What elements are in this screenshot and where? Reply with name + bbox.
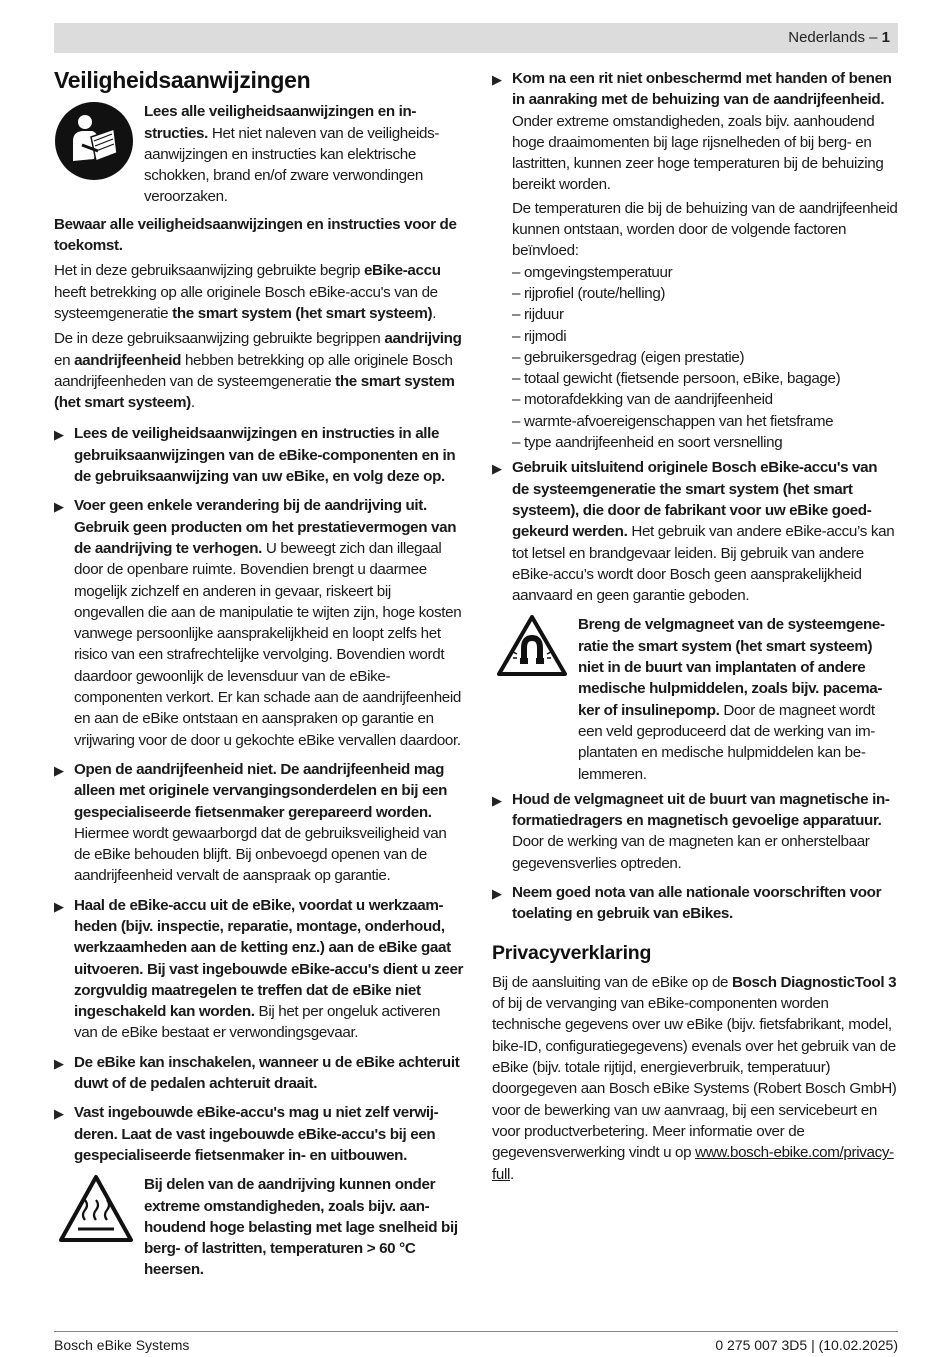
- paragraph-ebike-accu: [54, 260, 464, 324]
- bullet-do-not-open: [54, 759, 464, 887]
- factors-list: [512, 262, 898, 454]
- page-header: [54, 23, 898, 53]
- page-number: 1: [881, 29, 890, 46]
- bullet-push-backwards: [54, 1052, 464, 1095]
- magnet-text: [578, 614, 898, 784]
- bullet-national-regulations: [492, 882, 898, 925]
- factor-item: – rijprofiel (route/helling): [512, 283, 898, 304]
- bullet-do-not-open-bold: Open de aandrijfeenheid niet. De aandrijfeenheid mag alleen met originele vervangingsonderdelen en bij een gespecialiseerde fietsenmaker gerepareerd worden.: [74, 760, 448, 821]
- privacy-title: Privacyverklaring: [492, 941, 652, 964]
- paragraph-aandrijving: [54, 328, 464, 413]
- read-manual-block: [54, 101, 464, 207]
- bullet-original-battery-rest: Het gebruik van andere eBike-accu’s kan tot letsel en brandgevaar leiden. Bij gebruik van andere eBike-accu’s wordt door Bosch geen aansprakelijkheid aanvaard en geen garantie geboden.: [512, 523, 895, 605]
- factor-item: – type aandrijfeenheid en soort versnelling: [512, 432, 898, 453]
- safety-title: Veiligheidsaanwijzingen: [54, 67, 311, 93]
- read-manual-icon: [54, 101, 134, 187]
- hot-surface-warning-text: Bij delen van de aandrijving kunnen onder extreme omstandigheden, zoals bijv. aanhoudend hoge belasting met lage snelheid bij berg- of lastritten, temperaturen > 60 °C heersen.: [144, 1176, 458, 1279]
- p2-g: .: [190, 394, 195, 412]
- footer-doc-id: 0 275 007 3D5 | (10.02.2025): [715, 1337, 898, 1353]
- p2-e: hebben betrekking op alle originele Bosch aandrijfeenheden van de systeemgeneratie: [54, 351, 453, 390]
- bullet-read-all: [54, 423, 464, 487]
- p1-a: Het in deze gebruiksaanwijzing gebruikte begrip: [54, 262, 364, 280]
- privacy-d: .: [510, 1165, 514, 1183]
- triangle-bullet-icon: ▶: [54, 499, 64, 515]
- triangle-bullet-icon: ▶: [54, 898, 64, 914]
- left-column: [54, 68, 464, 1287]
- factors-block: [512, 198, 898, 454]
- triangle-bullet-icon: ▶: [492, 885, 502, 901]
- bullet-hot-housing-bold: Kom na een rit niet onbeschermd met handen of benen in aanraking met de behuizing van de aandrijfeenheid.: [512, 70, 892, 109]
- bullet-remove-battery: [54, 895, 464, 1044]
- triangle-bullet-icon: ▶: [54, 762, 64, 778]
- p2-c: en: [54, 351, 75, 369]
- p1-e: .: [432, 304, 437, 322]
- p2-b: aandrijving: [384, 330, 462, 348]
- bullet-original-battery-bold: Gebruik uitsluitend originele Bosch eBike-accu's van de systeemgeneratie the smart system (het smart systeem), die door de fabrikant voor uw eBike goedgekeurd werden.: [512, 459, 878, 541]
- factor-item: – omgevingstemperatuur: [512, 262, 898, 283]
- privacy-b: Bosch DiagnosticTool 3: [732, 973, 897, 991]
- factor-item: – rijduur: [512, 304, 898, 325]
- magnet-bold: Breng de velgmagneet van de systeemgeneratie the smart system (het smart systeem) niet in de buurt van implantaten of andere medische hulpmiddelen, zoals bijv. pacemaker of insulinepomp.: [578, 616, 886, 719]
- bullet-no-modification-rest: U beweegt zich dan illegaal door de openbare ruimte. Bovendien brengt u daarmee mogelijk zichzelf en anderen in gevaar, riskeert bij ongevallen die aan de manipulatie te wijten zijn, hoge kosten vanwege persoonlijke aansprakelijkheid en loopt zelfs het risico van een strafrechtelijke vervolging. Bovendien wordt daardoor gewoonlijk de levensduur van de eBike-componenten verkort. Er kan schade aan de aandrijfeenheid en aan de eBike ontstaan en aanspraken op garantie en vrijwaring voor de door u gekochte eBike vervallen daardoor.: [74, 539, 462, 749]
- hot-surface-warning-icon: [58, 1174, 134, 1250]
- bullet-original-battery: [492, 457, 898, 606]
- magnet-block: [496, 614, 898, 784]
- bullet-read-all-text: Lees de veiligheidsaanwijzingen en instructies in alle gebruiksaanwijzingen van de eBike-componenten en in de gebruiksaanwijzing van uw eBike, en volg deze op.: [74, 425, 456, 486]
- p1-c: heeft betrekking op alle originele Bosch eBike-accu's van de systeemgeneratie: [54, 283, 438, 322]
- p2-d: aandrijfeenheid: [74, 351, 182, 369]
- header-language: Nederlands –: [788, 29, 878, 46]
- footer-company: Bosch eBike Systems: [54, 1337, 190, 1353]
- keep-instructions: [54, 214, 464, 257]
- factor-item: – motorafdekking van de aandrijfeenheid: [512, 389, 898, 410]
- bullet-no-modification-bold: Voer geen enkele verandering bij de aandrijving uit. Gebruik geen producten om het prestatievermogen van de aandrijving te verhogen.: [74, 497, 457, 557]
- factor-item: – rijmodi: [512, 326, 898, 347]
- triangle-bullet-icon: ▶: [492, 72, 502, 87]
- triangle-bullet-icon: ▶: [54, 427, 64, 443]
- factor-item: – gebruikersgedrag (eigen prestatie): [512, 347, 898, 368]
- triangle-bullet-icon: ▶: [54, 1106, 64, 1122]
- p2-f: the smart system (het smart systeem): [54, 372, 455, 412]
- hot-surface-text: [144, 1174, 464, 1280]
- privacy-link[interactable]: www.bosch-ebike.com/privacy-full: [492, 1144, 894, 1183]
- header-label: [788, 29, 890, 46]
- read-manual-text: [144, 101, 464, 207]
- factor-item: – totaal gewicht (fietsende persoon, eBike, bagage): [512, 368, 898, 389]
- footer-divider: [54, 1331, 898, 1332]
- factor-item: – warmte-afvoereigenschappen van het fietsframe: [512, 411, 898, 432]
- privacy-c: of bij de vervanging van eBike-componenten worden technische gegevens over uw eBike (bijv. fietsfabrikant, model, bike-ID, configuratiegegevens) evenals over het gebruik van de eBike (bijv. totale rijtijd, energieverbruik, temperatuur) doorgegeven aan Bosch eBike Systems (Robert Bosch GmbH) voor de bewerking van uw aanvraag, bij een servicebeurt en voor productverbetering. Meer informatie over de gegevensverwerking vindt u op: [492, 995, 897, 1162]
- p2-a: De in deze gebruiksaanwijzing gebruikte begrippen: [54, 330, 385, 348]
- bullet-hot-housing: [492, 68, 898, 196]
- p1-d: the smart system (het smart systeem): [172, 304, 433, 322]
- factors-intro: De temperaturen die bij de behuizing van de aandrijfeenheid kunnen ontstaan, worden door de volgende factoren beïnvloed:: [512, 199, 898, 260]
- bullet-hot-housing-rest: Onder extreme omstandigheden, zoals bijv. aanhoudend hoge draaimomenten bij lage rijsnelheden of bij berg- en lastritten, kunnen zeer hoge temperaturen bij de behuizing bereikt worden.: [512, 112, 884, 194]
- hot-surface-block: [58, 1174, 464, 1280]
- p1-b: eBike-accu: [363, 262, 441, 280]
- bullet-magnetic-media-rest: Door de werking van de magneten kan er onherstelbaar gegevensverlies optreden.: [512, 833, 870, 872]
- privacy-a: Bij de aansluiting van de eBike op de: [492, 973, 733, 991]
- read-manual-rest: Het niet naleven van de veiligheidsaanwijzingen en instructies kan elektrische schokken, brand en/of zware verwondingen veroorzaken.: [144, 124, 440, 206]
- triangle-bullet-icon: ▶: [492, 792, 502, 808]
- bullet-do-not-open-rest: Hiermee wordt gewaarborgd dat de gebruiksveiligheid van de eBike behouden blijft. Bij onbevoegd openen van de aandrijfeenheid vervalt de aanspraak op garantie.: [74, 824, 447, 885]
- privacy-text: [492, 972, 898, 1185]
- magnet-warning-icon: [496, 614, 568, 684]
- bullet-magnetic-media: [492, 789, 898, 874]
- bullet-push-backwards-text: De eBike kan inschakelen, wanneer u de eBike achteruit duwt of de pedalen achteruit draait.: [74, 1053, 460, 1093]
- bullet-remove-battery-bold: Haal de eBike-accu uit de eBike, voordat u werkzaamheden (bijv. inspectie, reparatie, montage, onderhoud, werkzaamheden aan de ketting enz.) aan de eBike gaat uitvoeren. Bij vast ingebouwde eBike-accu's dient u zeer zorgvuldig maatregelen te treffen dat de eBike niet ingeschakeld kan worden.: [74, 896, 464, 1021]
- triangle-bullet-icon: ▶: [54, 1055, 64, 1071]
- right-column: [492, 68, 898, 1189]
- bullet-national-regulations-text: Neem goed nota van alle nationale voorschriften voor toelating en gebruik van eBikes.: [512, 883, 882, 923]
- keep-instructions-text: Bewaar alle veiligheidsaanwijzingen en instructies voor de toekomst.: [54, 215, 457, 255]
- triangle-bullet-icon: ▶: [492, 461, 502, 477]
- bullet-no-modification: [54, 495, 464, 751]
- magnet-rest: Door de magneet wordt een veld geproduceerd dat de werking van implantaten en medische hulpmiddelen kan belemmeren.: [578, 701, 876, 783]
- bullet-remove-battery-rest: Bij het per ongeluk activeren van de eBike bestaat er verwondingsgevaar.: [74, 1003, 441, 1042]
- bullet-fixed-battery-text: Vast ingebouwde eBike-accu's mag u niet zelf verwijderen. Laat de vast ingebouwde eBike-accu's bij een gespecialiseerde fietsenmaker in- en uitbouwen.: [74, 1104, 439, 1164]
- bullet-magnetic-media-bold: Houd de velgmagneet uit de buurt van magnetische informatiedragers en magnetisch gevoelige apparatuur.: [512, 790, 890, 830]
- read-manual-bold: Lees alle veiligheidsaanwijzingen en instructies.: [144, 103, 417, 142]
- bullet-fixed-battery: [54, 1102, 464, 1166]
